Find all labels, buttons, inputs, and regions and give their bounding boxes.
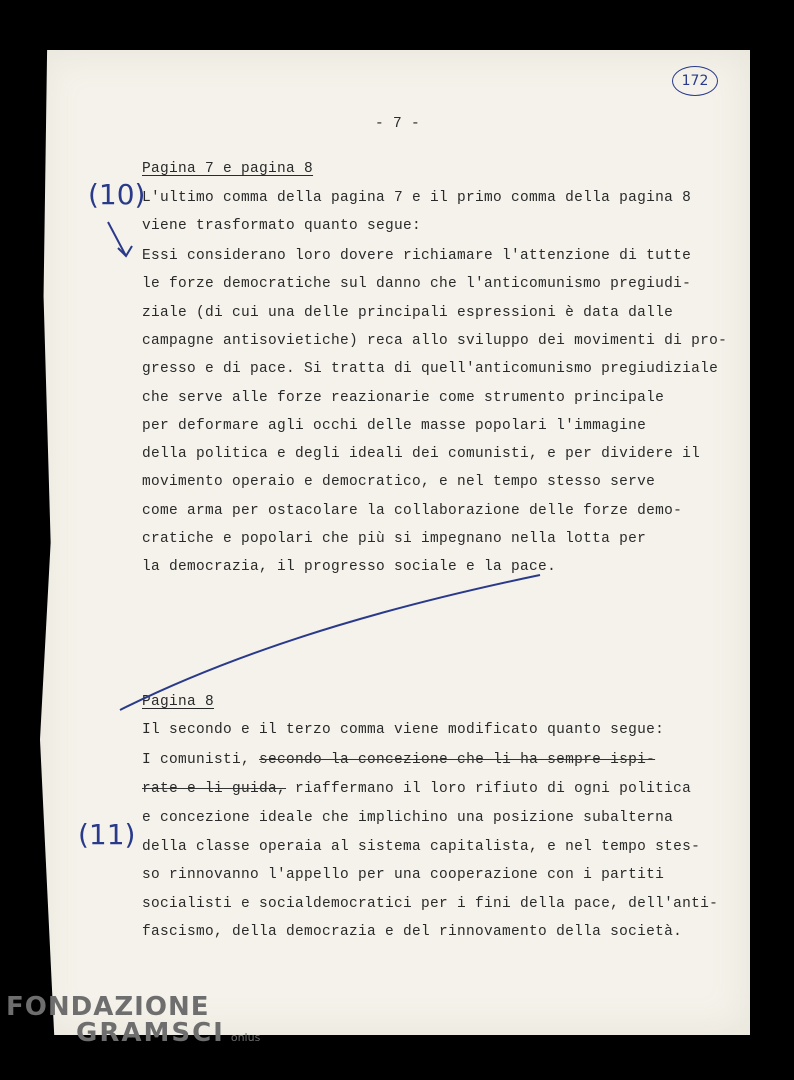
arrow-head-stroke bbox=[118, 246, 132, 256]
text-line: Essi considerano loro dovere richiamare l'attenzione di tutte bbox=[142, 248, 692, 264]
connector-curve bbox=[120, 575, 540, 710]
text-line: per deformare agli occhi delle masse popolari l'immagine bbox=[142, 417, 647, 434]
text-line: movimento operaio e democratico, e nel tempo stesso serve bbox=[142, 474, 656, 491]
watermark-name: GRAMSCI bbox=[76, 1018, 225, 1048]
section2-heading: Pagina 8 bbox=[142, 694, 215, 710]
text-line: fascismo, della democrazia e del rinnovamento della società. bbox=[142, 924, 683, 940]
text-line: so rinnovanno l'appello per una cooperazione con i partiti bbox=[142, 867, 665, 883]
text-line: viene trasformato quanto segue: bbox=[142, 218, 422, 234]
struck-text-2: rate e li guida, bbox=[142, 781, 287, 797]
struck-text-1: secondo la concezione che li ha sempre ispi- bbox=[259, 752, 656, 768]
arrow-stroke bbox=[108, 222, 126, 256]
text-line: ziale (di cui una delle principali espressioni è data dalle bbox=[142, 304, 674, 321]
section2-line2-rest: riaffermano il loro rifiuto di ogni politica bbox=[286, 781, 692, 797]
text-line: socialisti e socialdemocratici per i fini della pace, dell'anti- bbox=[142, 895, 719, 912]
section2-intro: Il secondo e il terzo comma viene modificato quanto segue: bbox=[142, 722, 665, 738]
annotation-11: (11) bbox=[78, 818, 136, 851]
text-line: della classe operaia al sistema capitalista, e nel tempo stes- bbox=[142, 838, 701, 855]
page-number: - 7 - bbox=[375, 116, 421, 132]
text-line: la democrazia, il progresso sociale e la pace. bbox=[142, 559, 557, 576]
text-line: come arma per ostacolare la collaborazione delle forze demo- bbox=[142, 502, 683, 519]
annotation-10: (10) bbox=[88, 178, 146, 211]
text-line: gresso e di pace. Si tratta di quell'anticomunismo pregiudiziale bbox=[142, 361, 719, 378]
section1-heading: Pagina 7 e pagina 8 bbox=[142, 161, 314, 177]
text-line: le forze democratiche sul danno che l'anticomunismo pregiudi- bbox=[142, 276, 692, 293]
archive-number-text: 172 bbox=[681, 73, 709, 89]
watermark-line2 bbox=[76, 1018, 260, 1048]
text-line: che serve alle forze reazionarie come strumento principale bbox=[142, 389, 665, 406]
text-line: cratiche e popolari che più si impegnano nella lotta per bbox=[142, 531, 647, 547]
section2-line1-start: I comunisti, bbox=[142, 752, 260, 768]
text-line: e concezione ideale che implichino una posizione subalterna bbox=[142, 810, 674, 826]
watermark-suffix: onlus bbox=[230, 1031, 261, 1044]
watermark bbox=[6, 992, 260, 1048]
text-line: campagne antisovietiche) reca allo sviluppo dei movimenti di pro- bbox=[142, 332, 728, 349]
text-line: della politica e degli ideali dei comunisti, e per dividere il bbox=[142, 446, 701, 463]
watermark-line1: FONDAZIONE bbox=[6, 992, 210, 1022]
text-line: L'ultimo comma della pagina 7 e il primo comma della pagina 8 bbox=[142, 190, 692, 206]
